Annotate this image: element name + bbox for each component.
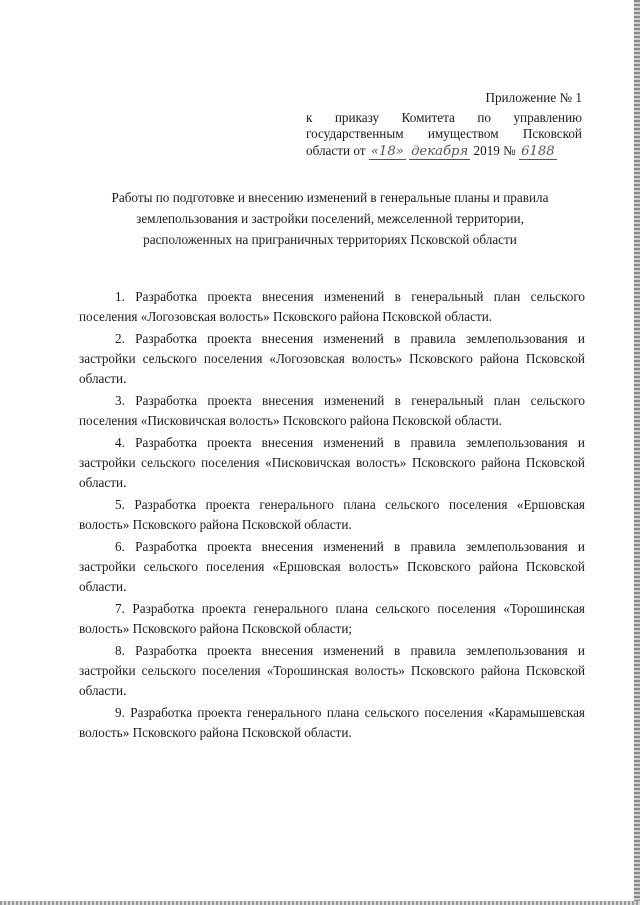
- appendix-title: Приложение № 1: [485, 90, 582, 105]
- handwritten-day: «18»: [370, 143, 404, 159]
- list-item: 5. Разработка проекта генерального плана сельского поселения «Ершовская волость» Псковского района Псковской области.: [79, 497, 585, 532]
- scan-edge-bottom: [0, 901, 640, 905]
- appendix-date-prefix: области от: [306, 142, 366, 158]
- list-item: 9. Разработка проекта генерального плана сельского поселения «Карамышевская волость» Псковского района Псковской области.: [79, 705, 585, 740]
- work-items-list: [79, 287, 585, 745]
- document-title-line-3: расположенных на приграничных территориях Псковской области: [143, 232, 517, 247]
- document-title-line-1: Работы по подготовке и внесению изменений в генеральные планы и правила: [111, 190, 549, 205]
- appendix-order-line-2: государственным имуществом Псковской: [306, 126, 582, 141]
- list-item: 7. Разработка проекта генерального плана сельского поселения «Торошинская волость» Псковского района Псковской области;: [79, 601, 585, 636]
- scan-edge-right: [634, 0, 640, 905]
- list-item: 6. Разработка проекта внесения изменений в правила землепользования и застройки сельского поселения «Ершовская волость» Псковского района Псковской области.: [79, 539, 585, 594]
- document-title: [70, 187, 590, 250]
- list-item: 4. Разработка проекта внесения изменений в правила землепользования и застройки сельского поселения «Писковичская волость» Псковского района Псковской области.: [79, 435, 585, 490]
- list-item: 2. Разработка проекта внесения изменений в правила землепользования и застройки сельского поселения «Логозовская волость» Псковского района Псковской области.: [79, 331, 585, 386]
- list-item: 8. Разработка проекта внесения изменений в правила землепользования и застройки сельского поселения «Торошинская волость» Псковского района Псковской области.: [79, 643, 585, 698]
- appendix-order-line-1: к приказу Комитета по управлению: [306, 109, 582, 125]
- list-item: 1. Разработка проекта внесения изменений в генеральный план сельского поселения «Логозовская волость» Псковского района Псковской области.: [79, 289, 585, 324]
- appendix-year: 2019 №: [473, 142, 516, 158]
- appendix-header: [306, 90, 582, 160]
- handwritten-order-number: 6188: [521, 143, 555, 159]
- appendix-date-line: [306, 143, 582, 161]
- handwritten-month: декабря: [411, 143, 469, 159]
- list-item: 3. Разработка проекта внесения изменений в генеральный план сельского поселения «Писковичская волость» Псковского района Псковской области.: [79, 393, 585, 428]
- document-title-line-2: землепользования и застройки поселений, межселенной территории,: [136, 211, 524, 226]
